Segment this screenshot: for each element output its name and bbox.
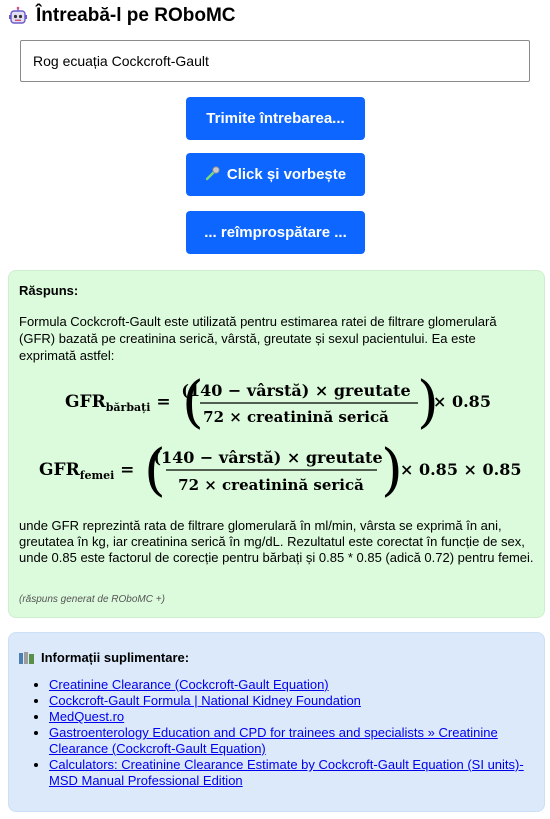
refresh-label: ... reîmprospătare ...	[204, 224, 347, 241]
list-item	[49, 725, 535, 757]
formula-women-left-paren: (	[144, 439, 166, 501]
formula-women	[9, 439, 546, 501]
refresh-button[interactable]	[186, 211, 365, 254]
link-national-kidney-foundation[interactable]: Cockcroft-Gault Formula | National Kidney Foundation	[49, 693, 361, 708]
formula-women-right-paren: )	[381, 439, 403, 501]
robot-icon	[8, 6, 28, 26]
click-and-speak-button[interactable]	[186, 153, 365, 196]
formula-men-subscript: bărbați	[105, 401, 151, 414]
svg-text:GFRfemei =: $GFR_{femei}$ =	[39, 460, 135, 482]
additional-info-panel	[8, 632, 545, 812]
formula-men-numerator: (140 − vârstă) × greutate	[181, 381, 411, 400]
link-medquest[interactable]: MedQuest.ro	[49, 709, 125, 724]
info-heading	[19, 650, 189, 665]
header	[8, 4, 236, 28]
microphone-icon	[205, 165, 221, 184]
answer-intro: Formula Cockcroft-Gault este utilizată pentru estimarea ratei de filtrare glomerulară (GFR) bazată pe creatinina serică, vârstă, greutate și sexul pacientului. Ea este exprimată astfel:	[19, 314, 497, 363]
formula-men-left-paren: (	[182, 371, 204, 433]
formula-men-lhs: GFR	[65, 392, 106, 412]
submit-question-label: Trimite întrebarea...	[206, 110, 345, 127]
answer-panel	[8, 270, 545, 618]
info-link-list	[35, 677, 535, 789]
answer-outro: unde GFR reprezintă rata de filtrare glomerulară în ml/min, vârsta se exprimă în ani, greutatea în kg, iar creatinina serică în mg/dL. Rezultatul este corectat în funcție de sex, unde 0.85 este factorul de corecție pentru bărbați și 0.85 * 0.85 (adică 0.72) pentru femei.	[19, 518, 534, 565]
list-item	[49, 709, 535, 725]
link-gastroenterology-education[interactable]: Gastroenterology Education and CPD for trainees and specialists » Creatinine Clearance (Cockcroft-Gault Equation)	[49, 725, 498, 756]
answer-heading: Răspuns:	[19, 283, 79, 298]
question-input[interactable]	[20, 40, 530, 82]
formula-women-lhs: GFR	[39, 460, 80, 480]
svg-text:GFRbărbați =: $GFR_{bărbați}$ =	[65, 392, 171, 414]
click-and-speak-label: Click și vorbește	[226, 166, 347, 183]
formula-women-numerator: (140 − vârstă) × greutate	[153, 448, 383, 467]
books-icon	[19, 652, 35, 664]
list-item	[49, 693, 535, 709]
formula-men	[9, 371, 546, 433]
submit-question-button[interactable]	[186, 97, 365, 140]
info-heading-label: Informații suplimentare:	[41, 650, 190, 665]
link-creatinine-clearance[interactable]: Creatinine Clearance (Cockcroft-Gault Equation)	[49, 677, 329, 692]
link-msd-manual[interactable]: Calculators: Creatinine Clearance Estimate by Cockcroft-Gault Equation (SI units)-MSD Manual Professional Edition	[49, 757, 524, 788]
formula-women-denominator: 72 × creatinină serică	[178, 476, 364, 494]
formula-women-subscript: femei	[79, 469, 115, 482]
formula-men-factor: × 0.85	[433, 392, 491, 411]
list-item	[49, 677, 535, 693]
page-title: Întreabă-l pe RObоMC	[36, 5, 236, 26]
answer-credit: (răspuns generat de RObоMC +)	[19, 594, 165, 605]
formula-men-right-paren: )	[417, 371, 439, 433]
formula-women-factor: × 0.85 × 0.85	[400, 460, 522, 479]
list-item	[49, 757, 535, 789]
formula-men-denominator: 72 × creatinină serică	[203, 408, 389, 426]
